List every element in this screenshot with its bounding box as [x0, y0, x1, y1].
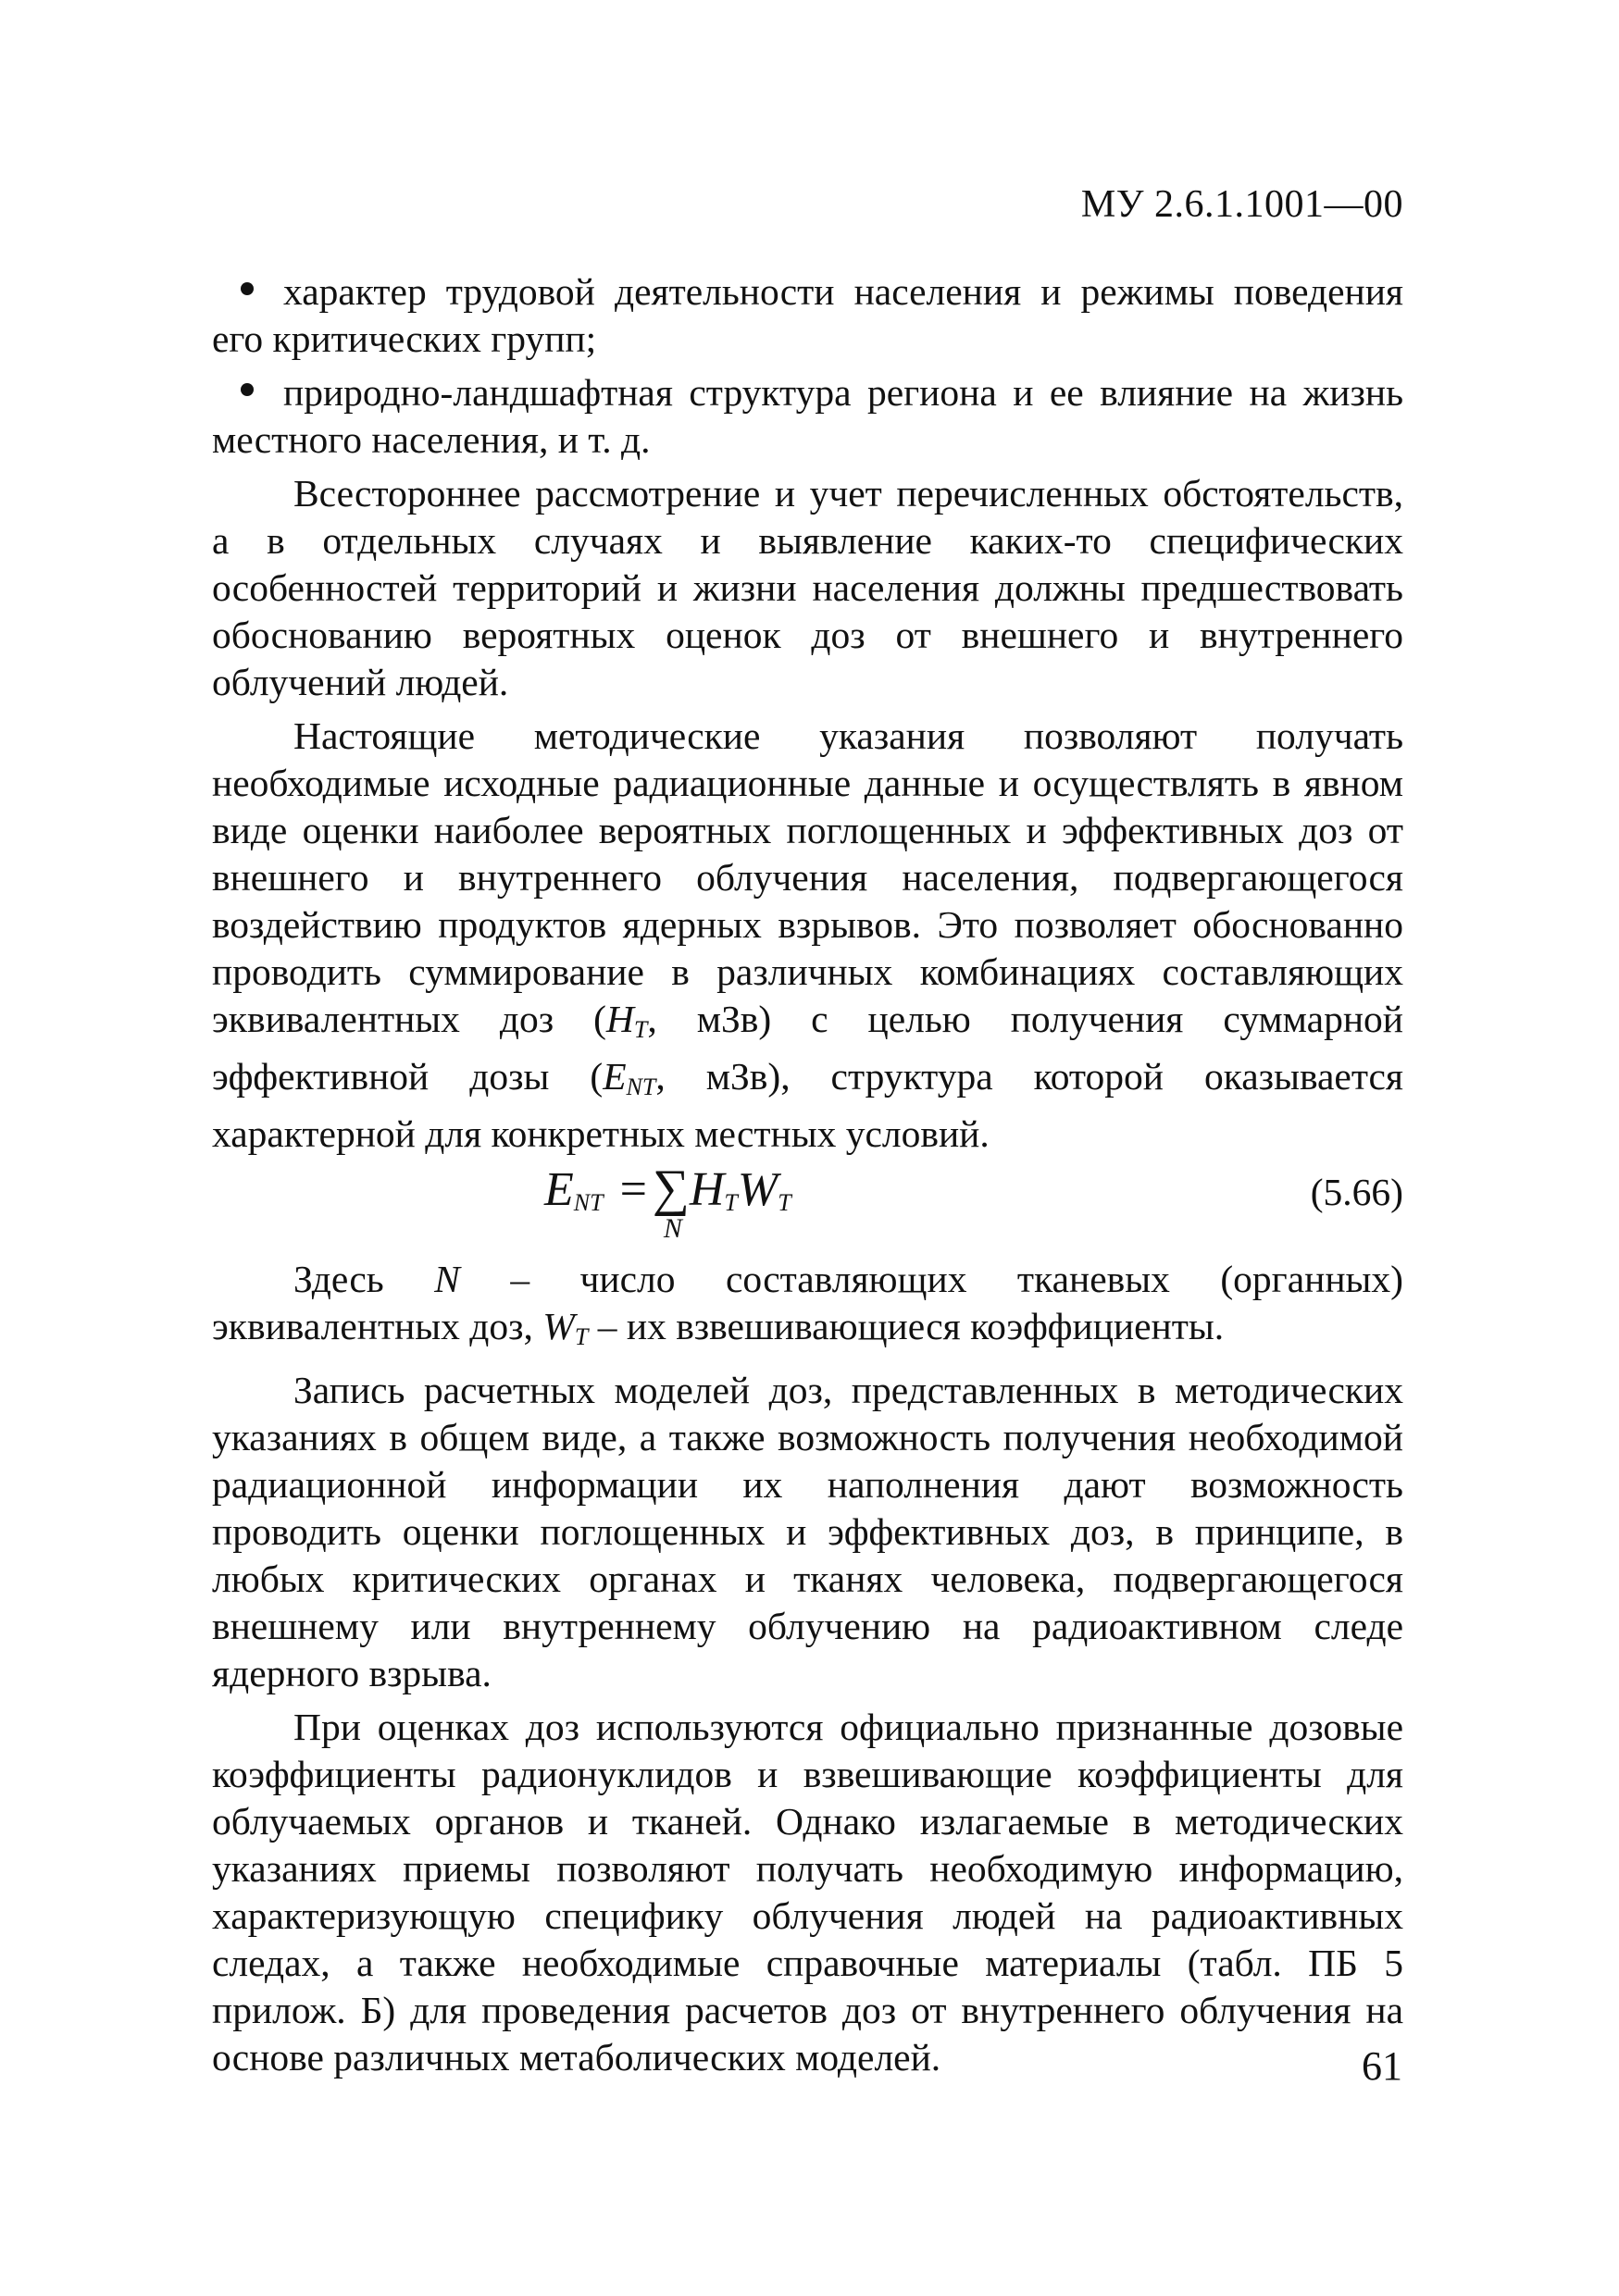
symbol-e: E: [603, 1055, 627, 1098]
paragraph: Запись расчетных моделей доз, представленных в методических указаниях в общем виде, а также возможность получения необходимой радиационной информации их наполнения дают возможность проводить оценки поглощенных и эффективных доз, в принципе, в любых критических органах и тканях человека, подвергающегося внешнему или внутреннему облучению на радиоактивном следе ядерного взрыва.: [212, 1369, 1403, 1694]
equation-h: H: [689, 1163, 725, 1216]
equals-sign: =: [619, 1163, 647, 1216]
equation-lhs: E: [544, 1163, 574, 1216]
bullet-item: [212, 369, 1403, 464]
paragraph: [212, 1256, 1403, 1360]
paragraph: При оценках доз используются официально признанные дозовые коэффициенты радионуклидов и взвешивающие коэффициенты для облучаемых органов и тканей. Однако излагаемые в методических указаниях приемы позволяют получать необходимую информацию, характеризующую специфику облучения людей на радиоактивных следах, а также необходимые справочные материалы (табл. ПБ 5 прилож. Б) для проведения расчетов доз от внутреннего облучения на основе различных метаболических моделей.: [212, 1706, 1403, 2079]
paragraph-text: – их взвешивающиеся коэффициенты.: [588, 1305, 1225, 1347]
symbol-n: N: [434, 1258, 460, 1300]
equation-w-subscript: T: [778, 1189, 791, 1216]
paragraph-text: Настоящие методические указания позволяют получать необходимые исходные радиационные данные и осуществлять в явном виде оценки наиболее вероятных поглощенных и эффективных доз от внешнего и внутреннего облучения населения, подвергающегося воздействию продуктов ядерных взрывов. Это позволяет обоснованно проводить суммирование в различных комбинациях составляющих эквивалентных доз (: [212, 714, 1403, 1040]
equation-h-subscript: T: [724, 1189, 738, 1216]
paragraph: Всестороннее рассмотрение и учет перечисленных обстоятельств, а в отдельных случаях и выявление каких-то специфических особенностей территорий и жизни населения должны предшествовать обоснованию вероятных оценок доз от внешнего и внутреннего облучений людей.: [212, 472, 1403, 703]
equation-number: (5.66): [1310, 1171, 1403, 1213]
symbol-subscript: T: [633, 1016, 648, 1043]
document-code-header: МУ 2.6.1.1001—00: [1080, 183, 1403, 226]
sum-sign: ∑: [652, 1160, 690, 1217]
page-number: 61: [1362, 2043, 1402, 2089]
paragraph-text: , мЗв), структура которой оказывается характерной для конкретных местных условий.: [212, 1055, 1403, 1155]
sum-sign-icon: [652, 1160, 690, 1244]
symbol-subscript: NT: [626, 1074, 656, 1100]
bullet-text: характер трудовой деятельности населения и режимы поведения его критических групп;: [212, 270, 1403, 360]
bullet-item: [212, 268, 1403, 363]
sum-index: N: [663, 1213, 682, 1244]
body-text: [212, 268, 1403, 2081]
paragraph-text: – число составляющих тканевых (органных) эквивалентных доз,: [212, 1258, 1403, 1347]
equation-lhs-subscript: NT: [573, 1189, 604, 1216]
symbol-h: H: [605, 998, 634, 1040]
bullet-text: природно-ландшафтная структура региона и ее влияние на жизнь местного населения, и т. д.: [212, 371, 1403, 461]
equation-row: [212, 1160, 1403, 1247]
paragraph-text: , мЗв) с целью получения суммарной эффективной дозы (: [212, 998, 1403, 1098]
equation-w: W: [737, 1163, 778, 1216]
symbol-w: W: [542, 1305, 575, 1347]
equation: [544, 1160, 791, 1244]
paragraph: [212, 713, 1403, 1158]
symbol-subscript: T: [574, 1323, 589, 1350]
paragraph-text: Здесь: [293, 1258, 435, 1300]
